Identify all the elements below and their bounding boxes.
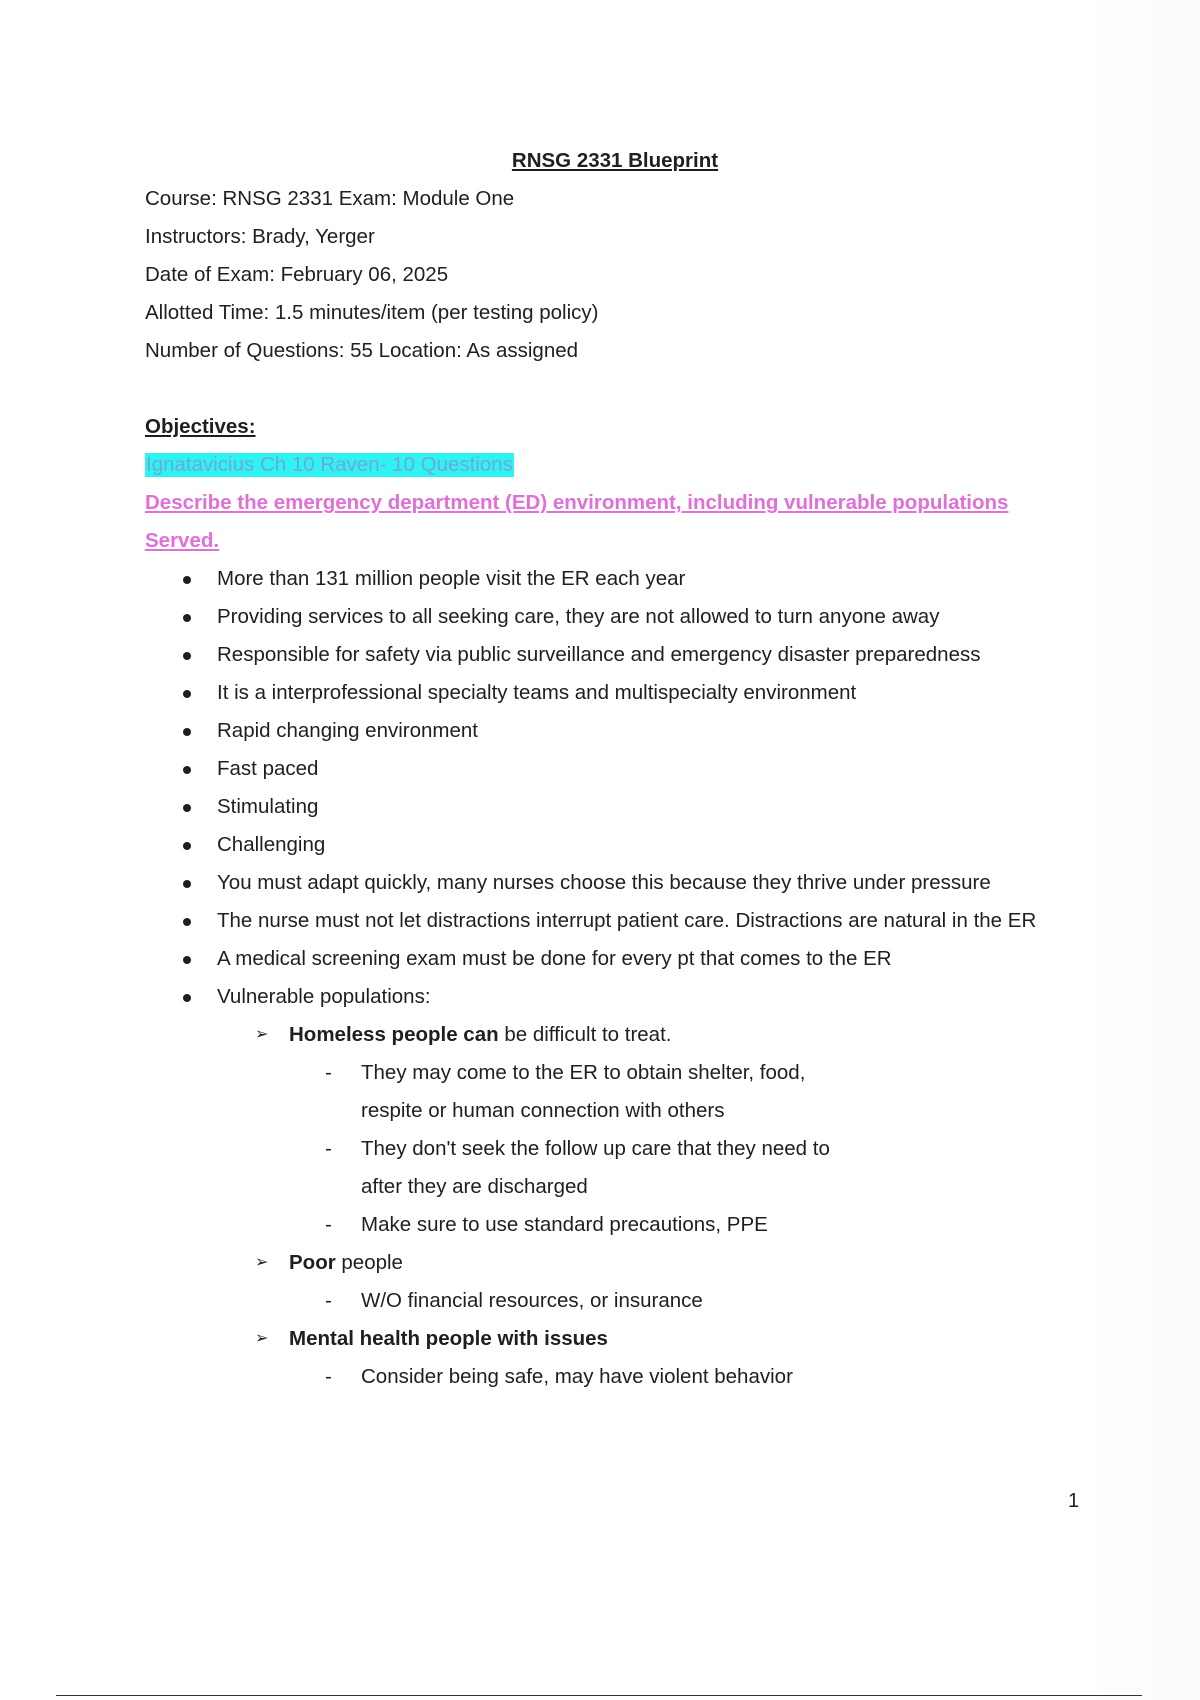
list-item — [145, 1130, 831, 1206]
instructors-line: Instructors: Brady, Yerger — [145, 225, 375, 248]
list-item — [145, 788, 1085, 826]
list-item — [145, 636, 1085, 674]
bullet-text: Providing services to all seeking care, they are not allowed to turn anyone away — [217, 605, 940, 628]
bullet-text: Fast paced — [217, 757, 319, 780]
dash-bullet-icon: - — [325, 1213, 332, 1236]
footer-divider — [56, 1695, 1142, 1696]
filled-circle-bullet-icon — [183, 956, 191, 964]
list-item — [145, 598, 1085, 636]
objectives-heading: Objectives: — [145, 415, 256, 438]
list-item — [145, 864, 1085, 902]
list-item — [145, 1358, 831, 1396]
bullet-text: Challenging — [217, 833, 326, 856]
list-item — [145, 826, 1085, 864]
dash-bullet-icon: - — [325, 1365, 332, 1388]
objective-title: Describe the emergency department (ED) environment, including vulnerable populations Served. — [145, 491, 1009, 552]
population-rest-text: people — [335, 1251, 403, 1274]
bullet-text: Stimulating — [217, 795, 319, 818]
page-edge-shade — [1088, 0, 1200, 1700]
filled-circle-bullet-icon — [183, 918, 191, 926]
bullet-text: A medical screening exam must be done for every pt that comes to the ER — [217, 947, 892, 970]
list-item — [145, 712, 1085, 750]
list-item — [145, 674, 1085, 712]
list-item — [145, 1282, 831, 1320]
list-item — [145, 902, 1085, 940]
population-rest-text: be difficult to treat. — [498, 1023, 672, 1046]
vulnerable-populations-list-poor — [145, 1244, 1085, 1282]
bullet-text: The nurse must not let distractions interrupt patient care. Distractions are natural in the ER — [217, 909, 1037, 932]
objective-bullet-list — [145, 560, 1085, 1016]
list-item — [145, 560, 1085, 598]
filled-circle-bullet-icon — [183, 842, 191, 850]
exam-date-line: Date of Exam: February 06, 2025 — [145, 263, 449, 286]
filled-circle-bullet-icon — [183, 576, 191, 584]
detail-text: Make sure to use standard precautions, PPE — [361, 1213, 768, 1236]
list-item — [145, 750, 1085, 788]
filled-circle-bullet-icon — [183, 614, 191, 622]
detail-text: Consider being safe, may have violent behavior — [361, 1365, 793, 1388]
detail-text: They don't seek the follow up care that they need to after they are discharged — [361, 1137, 830, 1198]
filled-circle-bullet-icon — [183, 766, 191, 774]
arrowhead-bullet-icon: ➢ — [255, 1026, 269, 1043]
filled-circle-bullet-icon — [183, 880, 191, 888]
population-item-mental-health — [145, 1320, 1085, 1358]
filled-circle-bullet-icon — [183, 804, 191, 812]
bullet-text: More than 131 million people visit the ER each year — [217, 567, 686, 590]
chapter-tag-line — [145, 446, 1085, 484]
list-item — [145, 1054, 831, 1130]
dash-bullet-icon: - — [325, 1137, 332, 1160]
poor-details-list — [145, 1282, 1085, 1320]
filled-circle-bullet-icon — [183, 728, 191, 736]
bullet-text: Vulnerable populations: — [217, 985, 431, 1008]
arrowhead-bullet-icon: ➢ — [255, 1330, 269, 1347]
bullet-text: Rapid changing environment — [217, 719, 478, 742]
allotted-time-line: Allotted Time: 1.5 minutes/item (per testing policy) — [145, 301, 599, 324]
list-item — [145, 978, 1085, 1016]
page-number: 1 — [1068, 1490, 1080, 1512]
filled-circle-bullet-icon — [183, 994, 191, 1002]
detail-text: W/O financial resources, or insurance — [361, 1289, 703, 1312]
bullet-text: You must adapt quickly, many nurses choose this because they thrive under pressure — [217, 871, 991, 894]
document-content — [145, 142, 1085, 1396]
chapter-tag: Ignatavicius Ch 10 Raven- 10 Questions — [146, 453, 513, 476]
detail-text: They may come to the ER to obtain shelter, food, respite or human connection with others — [361, 1061, 806, 1122]
homeless-details-list — [145, 1054, 1085, 1244]
vulnerable-populations-list-mental-health — [145, 1320, 1085, 1358]
list-item — [145, 1206, 831, 1244]
list-item — [145, 940, 1085, 978]
population-bold-text: Mental health people with issues — [289, 1327, 608, 1350]
filled-circle-bullet-icon — [183, 652, 191, 660]
filled-circle-bullet-icon — [183, 690, 191, 698]
population-bold-text: Poor — [289, 1251, 336, 1274]
question-count-line: Number of Questions: 55 Location: As assigned — [145, 339, 579, 362]
dash-bullet-icon: - — [325, 1289, 332, 1312]
bullet-text: Responsible for safety via public surveillance and emergency disaster preparedness — [217, 643, 981, 666]
bullet-text: It is a interprofessional specialty teams and multispecialty environment — [217, 681, 857, 704]
course-line: Course: RNSG 2331 Exam: Module One — [145, 187, 515, 210]
dash-bullet-icon: - — [325, 1061, 332, 1084]
vulnerable-populations-list — [145, 1016, 1085, 1054]
population-item-homeless — [145, 1016, 1085, 1054]
arrowhead-bullet-icon: ➢ — [255, 1254, 269, 1271]
population-bold-text: Homeless people can — [289, 1023, 499, 1046]
mental-health-details-list — [145, 1358, 1085, 1396]
document-title: RNSG 2331 Blueprint — [511, 149, 719, 172]
section-spacer — [145, 370, 1085, 408]
population-item-poor — [145, 1244, 1085, 1282]
